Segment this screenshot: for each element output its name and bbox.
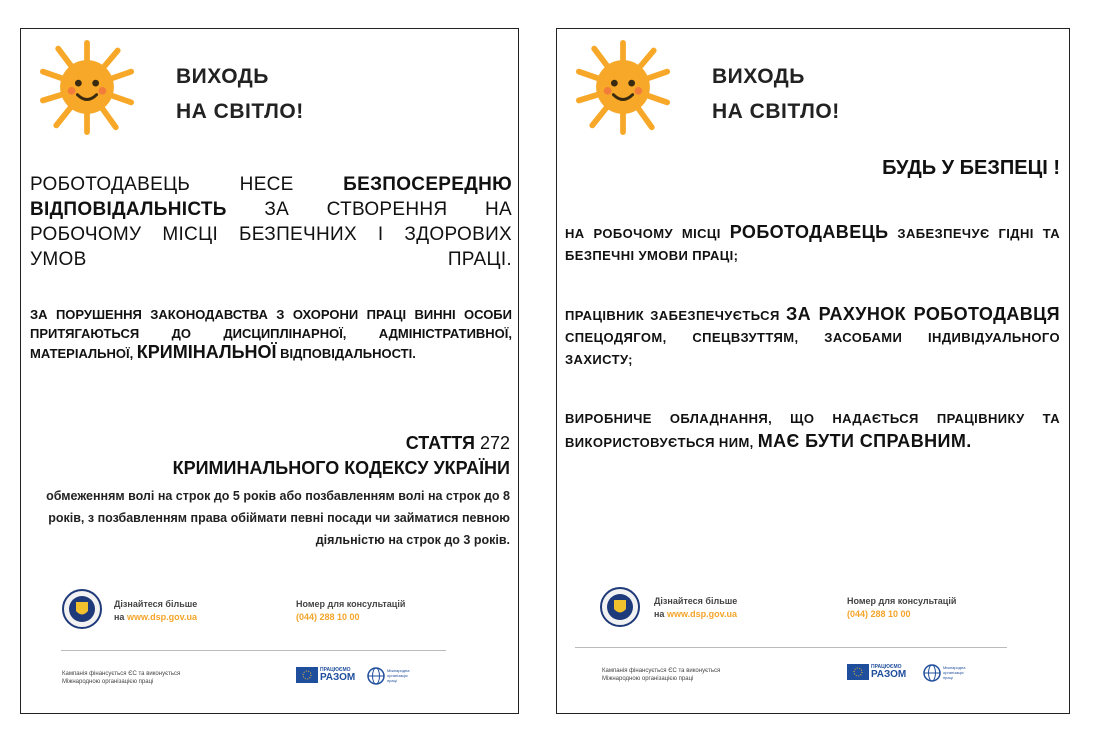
eu-logo-text1: ПРАЦЮЄМО xyxy=(320,667,351,673)
campaign-title-line1: ВИХОДЬ xyxy=(176,65,269,88)
consult-label: Номер для консультацій xyxy=(296,599,406,609)
text-run: ВІДПОВІДАЛЬНОСТІ. xyxy=(276,346,416,361)
footer-divider xyxy=(575,647,1007,648)
ilo-logo xyxy=(923,664,971,682)
funding-line2: Міжнародною організацією праці xyxy=(62,679,154,685)
dsp-seal-icon xyxy=(600,587,640,627)
consult-block xyxy=(296,598,405,624)
sun-mascot-icon xyxy=(39,39,135,135)
text-emphasis: КРИМІНАЛЬНОЇ xyxy=(136,342,277,362)
consult-label: Номер для консультацій xyxy=(847,596,957,606)
equipment-text xyxy=(565,408,1060,454)
ilo-text2: організація xyxy=(943,670,964,675)
be-safe-title: БУДЬ У БЕЗПЕЦІ ! xyxy=(882,157,1060,179)
text-run: ВИРОБНИЧЕ ОБЛАДНАННЯ, ЩО НАДАЄТЬСЯ ПРАЦІВНИКУ ТА ВИКОРИСТОВУЄТЬСЯ НИМ, xyxy=(565,411,1060,450)
ilo-text1: Міжнародна xyxy=(387,668,410,673)
text-run: СПЕЦОДЯГОМ, СПЕЦВЗУТТЯМ, ЗАСОБАМИ ІНДИВІДУАЛЬНОГО ЗАХИСТУ; xyxy=(565,330,1060,367)
funding-note xyxy=(62,670,180,686)
funding-line1: Кампанія фінансується ЄС та виконується xyxy=(602,668,721,674)
article-label: СТАТТЯ xyxy=(405,433,475,453)
consult-block xyxy=(847,595,956,621)
ilo-logo xyxy=(367,667,415,685)
ilo-globe-icon xyxy=(367,667,385,685)
ilo-text3: праці xyxy=(943,675,953,680)
poster-right xyxy=(556,28,1070,714)
phone-number[interactable]: (044) 288 10 00 xyxy=(296,612,360,622)
learn-more-label: Дізнайтеся більше xyxy=(114,599,198,609)
footer-divider xyxy=(61,650,446,651)
text-emphasis: РОБОТОДАВЕЦЬ xyxy=(729,222,889,242)
campaign-title xyxy=(176,59,304,129)
text-run: НА РОБОЧОМУ МІСЦІ xyxy=(565,226,730,241)
funding-line2: Міжнародною організацією праці xyxy=(602,676,694,682)
ilo-text3: праці xyxy=(387,678,397,683)
article-number: 272 xyxy=(479,433,510,453)
website-link[interactable]: www.dsp.gov.ua xyxy=(666,609,737,619)
eu-logo-text2: РАЗОМ xyxy=(871,669,907,680)
liability-text xyxy=(30,305,512,363)
text-run: на xyxy=(654,609,667,619)
penalty-text: обмеженням волі на строк до 5 років або позбавленням волі на строк до 8 років, з позбавленням права обіймати певні посади чи займатися певною діяльністю на строк до 3 років. xyxy=(46,489,510,547)
campaign-title-line1: ВИХОДЬ xyxy=(712,65,805,88)
website-link[interactable]: www.dsp.gov.ua xyxy=(126,612,197,622)
eu-flag-icon xyxy=(296,667,318,683)
text-emphasis: БЕЗПОСЕРЕДНЮ ВІДПОВІДАЛЬНІСТЬ xyxy=(30,174,512,220)
campaign-title-line2: НА СВІТЛО! xyxy=(176,100,304,123)
text-emphasis: ЗА РАХУНОК РОБОТОДАВЦЯ xyxy=(785,304,1060,324)
employer-responsibility-text xyxy=(30,172,512,272)
ilo-text1: Міжнародна xyxy=(943,665,966,670)
article-heading xyxy=(173,431,510,481)
campaign-title-line2: НА СВІТЛО! xyxy=(712,100,840,123)
phone-number[interactable]: (044) 288 10 00 xyxy=(847,609,911,619)
eu-flag-icon xyxy=(847,664,869,680)
ilo-text2: організація xyxy=(387,673,408,678)
eu-logo xyxy=(296,667,356,683)
learn-more xyxy=(114,598,197,624)
eu-logo-text2: РАЗОМ xyxy=(320,672,356,683)
dsp-seal-icon xyxy=(62,589,102,629)
sun-mascot-icon xyxy=(575,39,671,135)
article-code: КРИМИНАЛЬНОГО КОДЕКСУ УКРАЇНИ xyxy=(172,458,510,478)
text-run: ЗА СТВОРЕННЯ НА РОБОЧОМУ МІСЦІ БЕЗПЕЧНИХ І ЗДОРОВИХ УМОВ ПРАЦІ. xyxy=(30,199,512,270)
campaign-title xyxy=(712,59,840,129)
ppe-text xyxy=(565,303,1060,371)
learn-more xyxy=(654,595,737,621)
ilo-globe-icon xyxy=(923,664,941,682)
text-emphasis: МАЄ БУТИ СПРАВНИМ. xyxy=(757,431,972,451)
text-run: ЗАБЕЗПЕЧУЄ ГІДНІ ТА БЕЗПЕЧНІ УМОВИ ПРАЦІ; xyxy=(565,226,1061,263)
text-run: ПРАЦІВНИК ЗАБЕЗПЕЧУЄТЬСЯ xyxy=(565,308,786,323)
eu-logo xyxy=(847,664,907,680)
text-run: ЗА ПОРУШЕННЯ ЗАКОНОДАВСТВА З ОХОРОНИ ПРАЦІ ВИННІ ОСОБИ ПРИТЯГАЮТЬСЯ ДО ДИСЦИПЛІНАРНОЇ, АДМІНІСТРАТИВНОЇ, МАТЕРІАЛЬНОЇ, xyxy=(30,307,512,361)
employer-duty-text xyxy=(565,221,1060,267)
eu-logo-text1: ПРАЦЮЄМО xyxy=(871,664,902,670)
text-run: РОБОТОДАВЕЦЬ НЕСЕ xyxy=(30,174,344,195)
funding-note xyxy=(602,667,720,683)
poster-left xyxy=(20,28,519,714)
learn-more-label: Дізнайтеся більше xyxy=(654,596,738,606)
text-run: на xyxy=(114,612,127,622)
funding-line1: Кампанія фінансується ЄС та виконується xyxy=(62,671,181,677)
